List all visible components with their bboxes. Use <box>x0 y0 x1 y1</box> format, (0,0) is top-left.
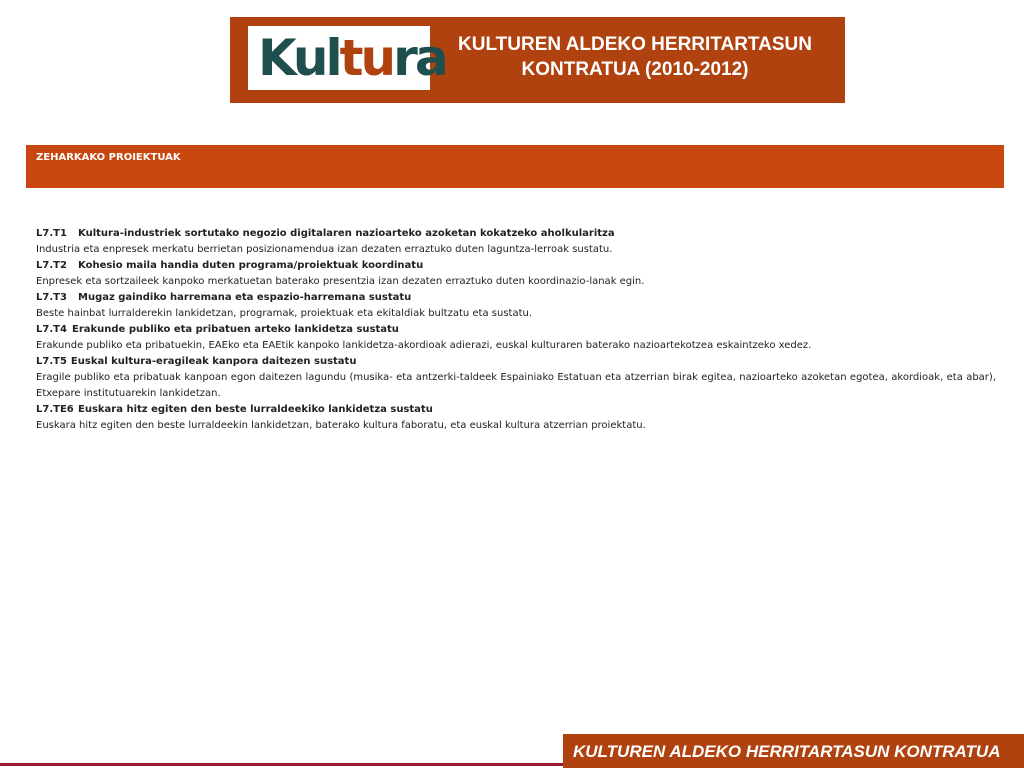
section-title: ZEHARKAKO PROIEKTUAK <box>36 152 181 163</box>
footer-text: KULTUREN ALDEKO HERRITARTASUN KONTRATUA <box>573 742 1001 761</box>
item-title: Euskara hitz egiten den beste lurraldeekiko lankidetza sustatu <box>78 404 433 415</box>
item-code: L7.T5 <box>36 356 67 367</box>
list-item <box>36 290 996 322</box>
list-item <box>36 354 996 402</box>
item-description: Industria eta enpresek merkatu berrietan posizionamendua izan dezaten erraztuko duten laguntza-lerroak sustatu. <box>36 244 613 255</box>
title-line-1: KULTUREN ALDEKO HERRITARTASUN <box>458 34 812 55</box>
header-banner <box>230 17 845 103</box>
item-title: Euskal kultura-eragileak kanpora daitezen sustatu <box>70 356 357 367</box>
item-heading <box>36 226 996 242</box>
list-item <box>36 258 996 290</box>
item-description: Enpresek eta sortzaileek kanpoko merkatuetan baterako presentzia izan dezaten erraztuko duten koordinazio-lanak egin. <box>36 276 645 287</box>
item-heading <box>36 290 996 306</box>
item-heading <box>36 402 996 418</box>
item-code: L7.T2 <box>36 260 67 271</box>
item-description: Erakunde publiko eta pribatuekin, EAEko eta EAEtik kanpoko lankidetza-akordioak adierazi, euskal kulturaren baterako nazioartekotzea eskaintzeko xedez. <box>36 340 812 351</box>
list-item <box>36 322 996 354</box>
item-title: Erakunde publiko eta pribatuen arteko lankidetza sustatu <box>72 324 399 335</box>
item-description: Euskara hitz egiten den beste lurraldeekin lankidetzan, baterako kultura faboratu, eta euskal kultura atzerrian proiektatu. <box>36 420 646 431</box>
item-title: Kultura-industriek sortutako negozio digitalaren nazioarteko azoketan kokatzeko aholkularitza <box>78 228 615 239</box>
title-line-2: KONTRATUA (2010-2012) <box>521 59 749 80</box>
item-description: Eragile publiko eta pribatuak kanpoan egon daitezen lagundu (musika- eta antzerki-taldeek Espainiako Estatuan eta atzerrian birak egitea, nazioarteko azoketan egotea, akordioak, eta abar), Etxepare institutuarekin lankidetzan. <box>36 372 996 399</box>
list-item <box>36 402 996 434</box>
item-title: Kohesio maila handia duten programa/proiektuak koordinatu <box>78 260 424 271</box>
item-code: L7.T4 <box>36 324 67 335</box>
item-code: L7.TE6 <box>36 404 74 415</box>
section-bar <box>26 145 1004 188</box>
logo-wordmark: Kultura <box>258 29 446 87</box>
item-code: L7.T1 <box>36 228 67 239</box>
logo-text <box>258 30 446 86</box>
footer-banner <box>563 734 1024 768</box>
item-heading <box>36 322 996 338</box>
project-list <box>36 226 996 434</box>
item-heading <box>36 354 996 370</box>
page-title <box>435 32 835 82</box>
kultura-logo <box>248 26 446 90</box>
item-title: Mugaz gaindiko harremana eta espazio-harremana sustatu <box>78 292 412 303</box>
list-item <box>36 226 996 258</box>
item-heading <box>36 258 996 274</box>
item-description: Beste hainbat lurralderekin lankidetzan, programak, proiektuak eta ekitaldiak bultzatu eta sustatu. <box>36 308 533 319</box>
item-code: L7.T3 <box>36 292 67 303</box>
